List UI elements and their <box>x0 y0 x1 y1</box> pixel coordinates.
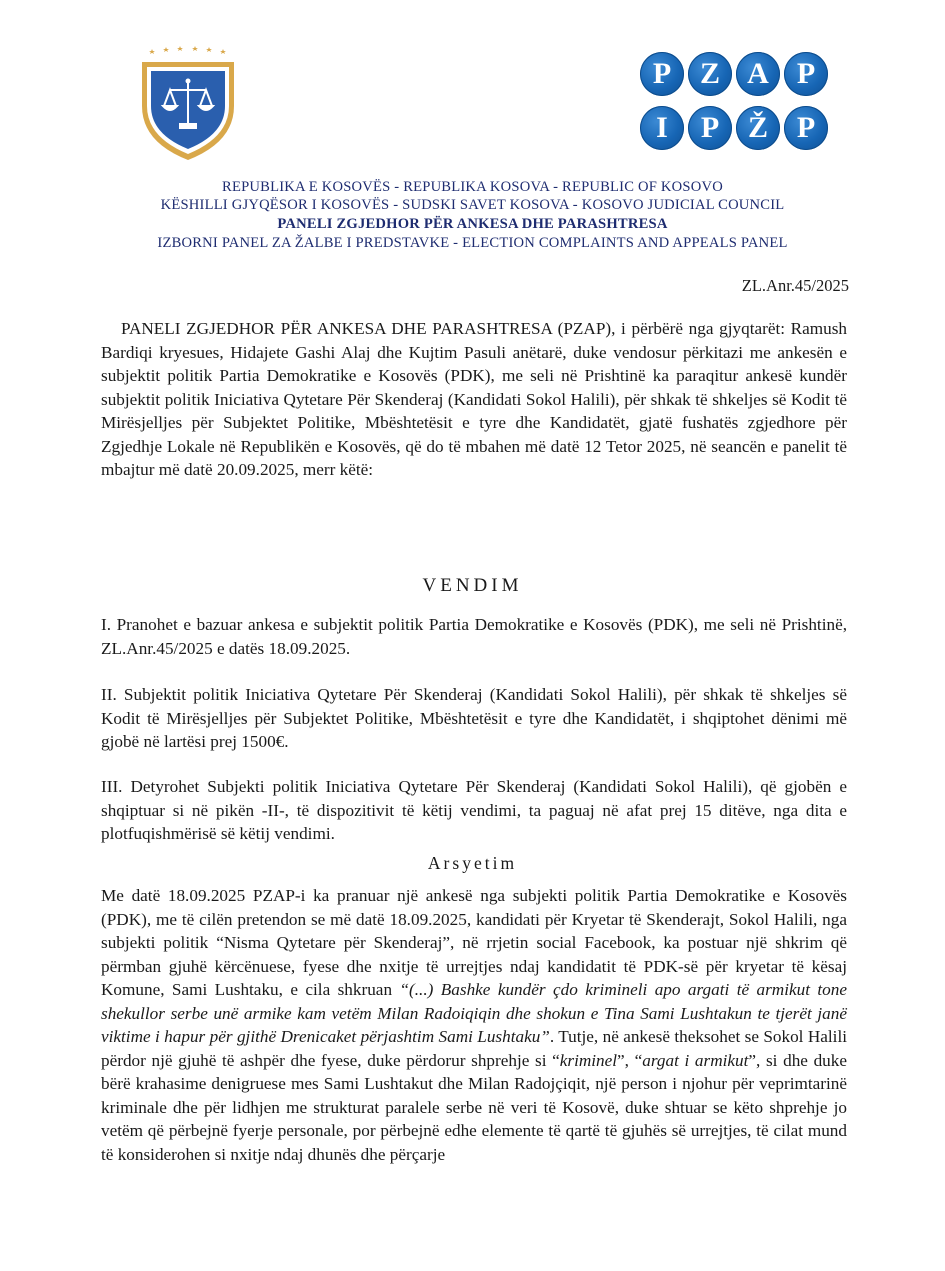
reasoning-text-1: Me datë 18.09.2025 PZAP-i ka pranuar një ankesë nga subjekti politik Partia Demokratike e Kosovës (PDK), me të cilën pretendon se më datë 18.09.2025, kandidati për Kryetar të Skenderajt, Sokol Halili, nga subjekti politik “Nisma Qytetare për Skenderaj”, në rrjetin social Facebook, ka postuar një shkrim që përmban gjuhë kërcënuese, fyese dhe nxitje të urrejtjes ndaj kandidatit të PDK-së për kryetar të kësaj Komune, Sami Lushtaku, e cila shkruan <box>101 886 847 999</box>
decision-item-1: I. Pranohet e bazuar ankesa e subjektit politik Partia Demokratike e Kosovës (PDK), me seli në Prishtinë, ZL.Anr.45/2025 e datës 18.09.2025. <box>101 615 847 658</box>
reasoning-text-3: ”, “ <box>617 1050 643 1070</box>
header-line-council: KËSHILLI GJYQËSOR I KOSOVËS - SUDSKI SAVET KOSOVA - KOSOVO JUDICIAL COUNCIL <box>160 197 785 213</box>
ipzp-letter: Ž <box>736 106 780 150</box>
header-line-republic: REPUBLIKA E KOSOVËS - REPUBLIKA KOSOVA - REPUBLIC OF KOSOVO <box>222 179 723 195</box>
pzap-logo <box>640 52 830 156</box>
reasoning-text-2: . Tutje, në ankesë theksohet se Sokol Halili përdor një gjuhë të ashpër dhe fyese, duke përdorur shprehje si “ <box>101 1027 847 1070</box>
arsyetim-heading: Arsyetim <box>427 853 518 873</box>
reasoning-term-2: argat i armikut <box>642 1050 749 1070</box>
reasoning-text-4: ”, si dhe duke bërë krahasime denigruese mes Sami Lushtakut dhe Milan Radojçiqit, një person i njohur për veprimtarinë kriminale dhe për lidhjen me strukturat paralele serbe në veri të Kosovë, duke shtuar se këto shprehje jo vetëm që përbejnë fyerje personale, por përbejnë edhe elemente të qartë të gjuhës së urrejtjes, të cilat mund të konsiderohen si nxitje ndaj dhunës dhe përçarje <box>101 1050 847 1164</box>
ipzp-letter: P <box>784 106 828 150</box>
decision-item-3: III. Detyrohet Subjekti politik Iniciativa Qytetare Për Skenderaj (Kandidati Sokol Halili), që gjobën e shqiptuar si në pikën -II-, të dispozitivit të këtij vendimi, ta paguaj në afat prej 15 ditëve, nga dita e plotfuqishmërisë së këtij vendimi. <box>101 777 847 843</box>
vendim-heading: VENDIM <box>422 575 523 596</box>
reasoning-paragraph <box>101 884 847 1166</box>
pzap-letter: P <box>784 52 828 96</box>
ipzp-letter: P <box>688 106 732 150</box>
decision-item-2: II. Subjektit politik Iniciativa Qytetare Për Skenderaj (Kandidati Sokol Halili), për shkak të shkeljes së Kodit të Mirësjelljes për Subjektet Politike, Mbështetësit e tyre dhe Kandidatët, i shqiptohet dënimi më gjobë në lartësi prej 1500€. <box>101 685 847 751</box>
case-reference: ZL.Anr.45/2025 <box>741 276 849 295</box>
pzap-logo-row-2 <box>640 106 830 154</box>
header-line-panel: PANELI ZGJEDHOR PËR ANKESA DHE PARASHTRESA <box>277 216 668 232</box>
reasoning-quote: “(...) Bashke kundër çdo krimineli apo argati të armikut tone shekullor serbe unë armike kam vetëm Milan Radoiqiqin dhe shokun e Tina Sami Lushtakun te tjerët janë viktime i hapur për gjithë Drenicaket përjashtim Sami Lushtaku” <box>101 980 847 1046</box>
judicial-council-emblem <box>138 44 238 162</box>
reasoning-term-1: kriminel <box>559 1050 618 1070</box>
pzap-letter: A <box>736 52 780 96</box>
intro-paragraph: PANELI ZGJEDHOR PËR ANKESA DHE PARASHTRESA (PZAP), i përbërë nga gjyqtarët: Ramush Bardiqi kryesues, Hidajete Gashi Alaj dhe Kujtim Pasuli anëtarë, duke vendosur përkitazi me ankesën e subjektit politik Partia Demokratike e Kosovës (PDK), me seli në Prishtinë ka paraqitur ankesë kundër subjektit politik Iniciativa Qytetare Për Skenderaj (Kandidati Sokol Halili), për shkak të shkeljes së Kodit të Mirësjelljes për Subjektet Politike, Mbështetësit e tyre dhe Kandidatët, gjatë fushatës zgjedhore për Zgjedhje Lokale në Republikën e Kosovës, që do të mbahen më datë 12 Tetor 2025, në seancën e panelit të mbajtur më datë 20.09.2025, merr këtë: <box>101 319 847 479</box>
pzap-letter: Z <box>688 52 732 96</box>
header-line-panel-translations: IZBORNI PANEL ZA ŽALBE I PREDSTAVKE - ELECTION COMPLAINTS AND APPEALS PANEL <box>157 235 788 251</box>
pzap-letter: P <box>640 52 684 96</box>
ipzp-letter: I <box>640 106 684 150</box>
pzap-logo-row-1 <box>640 52 830 100</box>
